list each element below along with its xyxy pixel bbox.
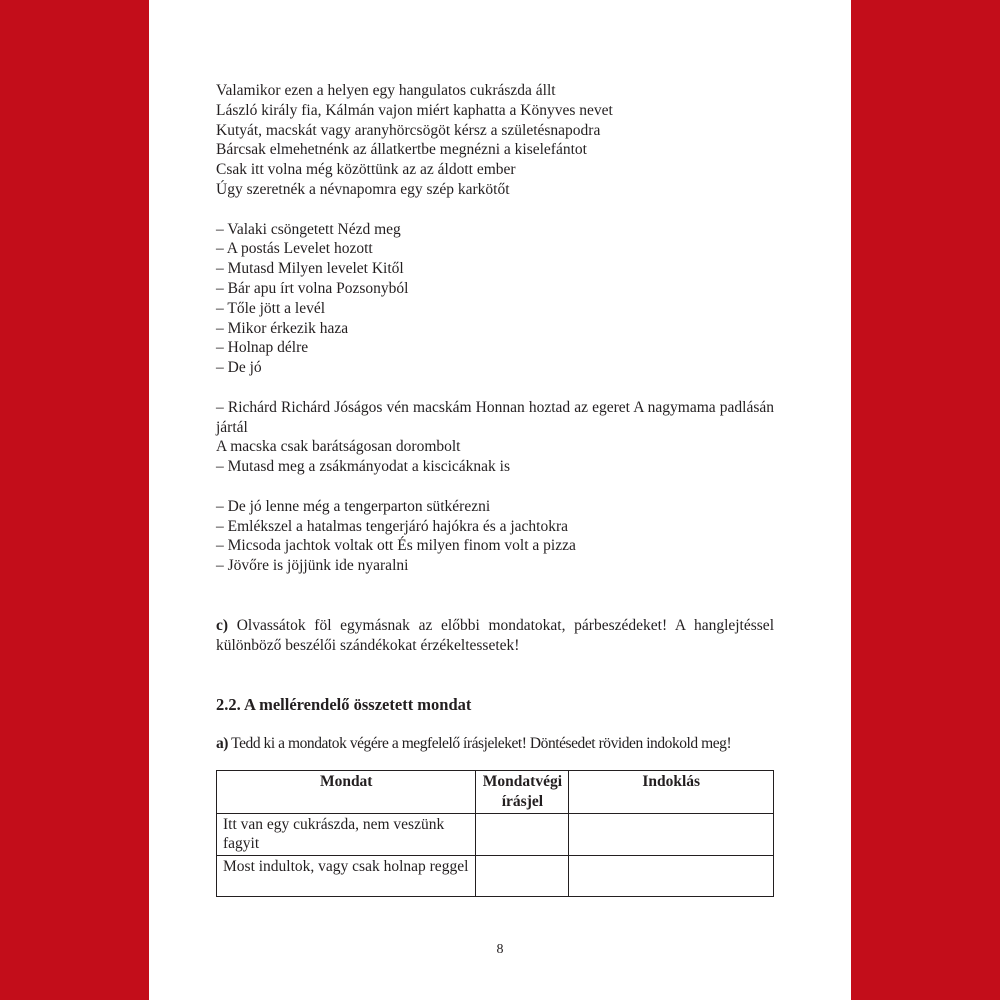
dialogue-line: – De jó lenne még a tengerparton sütkérezni	[216, 497, 491, 515]
header-punctuation-line1: Mondatvégi	[482, 772, 563, 790]
task-c-text: Olvassátok föl egymásnak az előbbi mondatokat, párbeszédeket! A hanglejtéssel különböző beszélői szándékokat érzékeltessetek!	[216, 616, 774, 654]
dialogue-line: – Holnap délre	[216, 339, 309, 357]
book-page	[149, 0, 851, 1000]
punctuation-cell[interactable]	[476, 856, 569, 897]
dialogue-line: – Emlékszel a hatalmas tengerjáró hajókra és a jachtokra	[216, 517, 569, 535]
text-line: László király fia, Kálmán vajon miért kaphatta a Könyves nevet	[216, 101, 613, 119]
dialogue-block-1	[216, 220, 774, 378]
text-line: Kutyát, macskát vagy aranyhörcsögöt kérsz a születésnapodra	[216, 121, 601, 139]
text-line: Úgy szeretnék a névnapomra egy szép karkötőt	[216, 180, 510, 198]
task-c	[216, 616, 774, 656]
dialogue-line: – A postás Levelet hozott	[216, 240, 373, 258]
dialogue-line: – Tőle jött a levél	[216, 299, 326, 317]
header-punctuation	[476, 770, 569, 813]
task-a-text: Tedd ki a mondatok végére a megfelelő írásjeleket! Döntésedet röviden indokold meg!	[231, 735, 732, 753]
dialogue-line: – Valaki csöngetett Nézd meg	[216, 220, 401, 238]
text-line: Csak itt volna még közöttünk az az áldott ember	[216, 161, 516, 179]
dialogue-line: – Jövőre is jöjjünk ide nyaralni	[216, 557, 409, 575]
table-header-row	[217, 770, 774, 813]
text-line: Valamikor ezen a helyen egy hangulatos cukrászda állt	[216, 82, 556, 99]
table-row	[217, 856, 774, 897]
dialogue-line: – De jó	[216, 359, 262, 377]
reason-cell[interactable]	[569, 813, 774, 856]
reason-cell[interactable]	[569, 856, 774, 897]
header-sentence: Mondat	[217, 770, 476, 813]
task-a-label: a)	[216, 735, 229, 753]
dialogue-line: – Mutasd Milyen levelet Kitől	[216, 260, 404, 278]
dialogue-line: – Richárd Richárd Jóságos vén macskám Honnan hoztad az egeret A nagymama padlásán jártál	[216, 398, 774, 436]
dialogue-line: – Bár apu írt volna Pozsonyból	[216, 279, 409, 297]
task-a	[216, 734, 774, 754]
sentence-cell: Most indultok, vagy csak holnap reggel	[217, 856, 476, 897]
header-punctuation-line2: írásjel	[501, 792, 544, 810]
text-line: Bárcsak elmehetnénk az állatkertbe megnézni a kiselefántot	[216, 141, 587, 159]
dialogue-block-3	[216, 497, 774, 576]
table-row	[217, 813, 774, 856]
answer-table	[216, 770, 774, 897]
dialogue-block-2	[216, 398, 774, 477]
dialogue-line: – Mutasd meg a zsákmányodat a kiscicáknak is	[216, 458, 510, 476]
sentence-cell: Itt van egy cukrászda, nem veszünk fagyit	[217, 813, 476, 856]
punctuation-cell[interactable]	[476, 813, 569, 856]
dialogue-line: – Mikor érkezik haza	[216, 319, 349, 337]
page-content	[216, 81, 774, 897]
dialogue-line: – Micsoda jachtok voltak ott És milyen finom volt a pizza	[216, 537, 576, 555]
task-c-label: c)	[216, 616, 229, 634]
section-heading: 2.2. A mellérendelő összetett mondat	[216, 695, 472, 715]
text-line: A macska csak barátságosan dorombolt	[216, 438, 461, 456]
sentence-block-1	[216, 81, 774, 200]
header-reason: Indoklás	[569, 770, 774, 813]
page-number: 8	[496, 942, 504, 957]
